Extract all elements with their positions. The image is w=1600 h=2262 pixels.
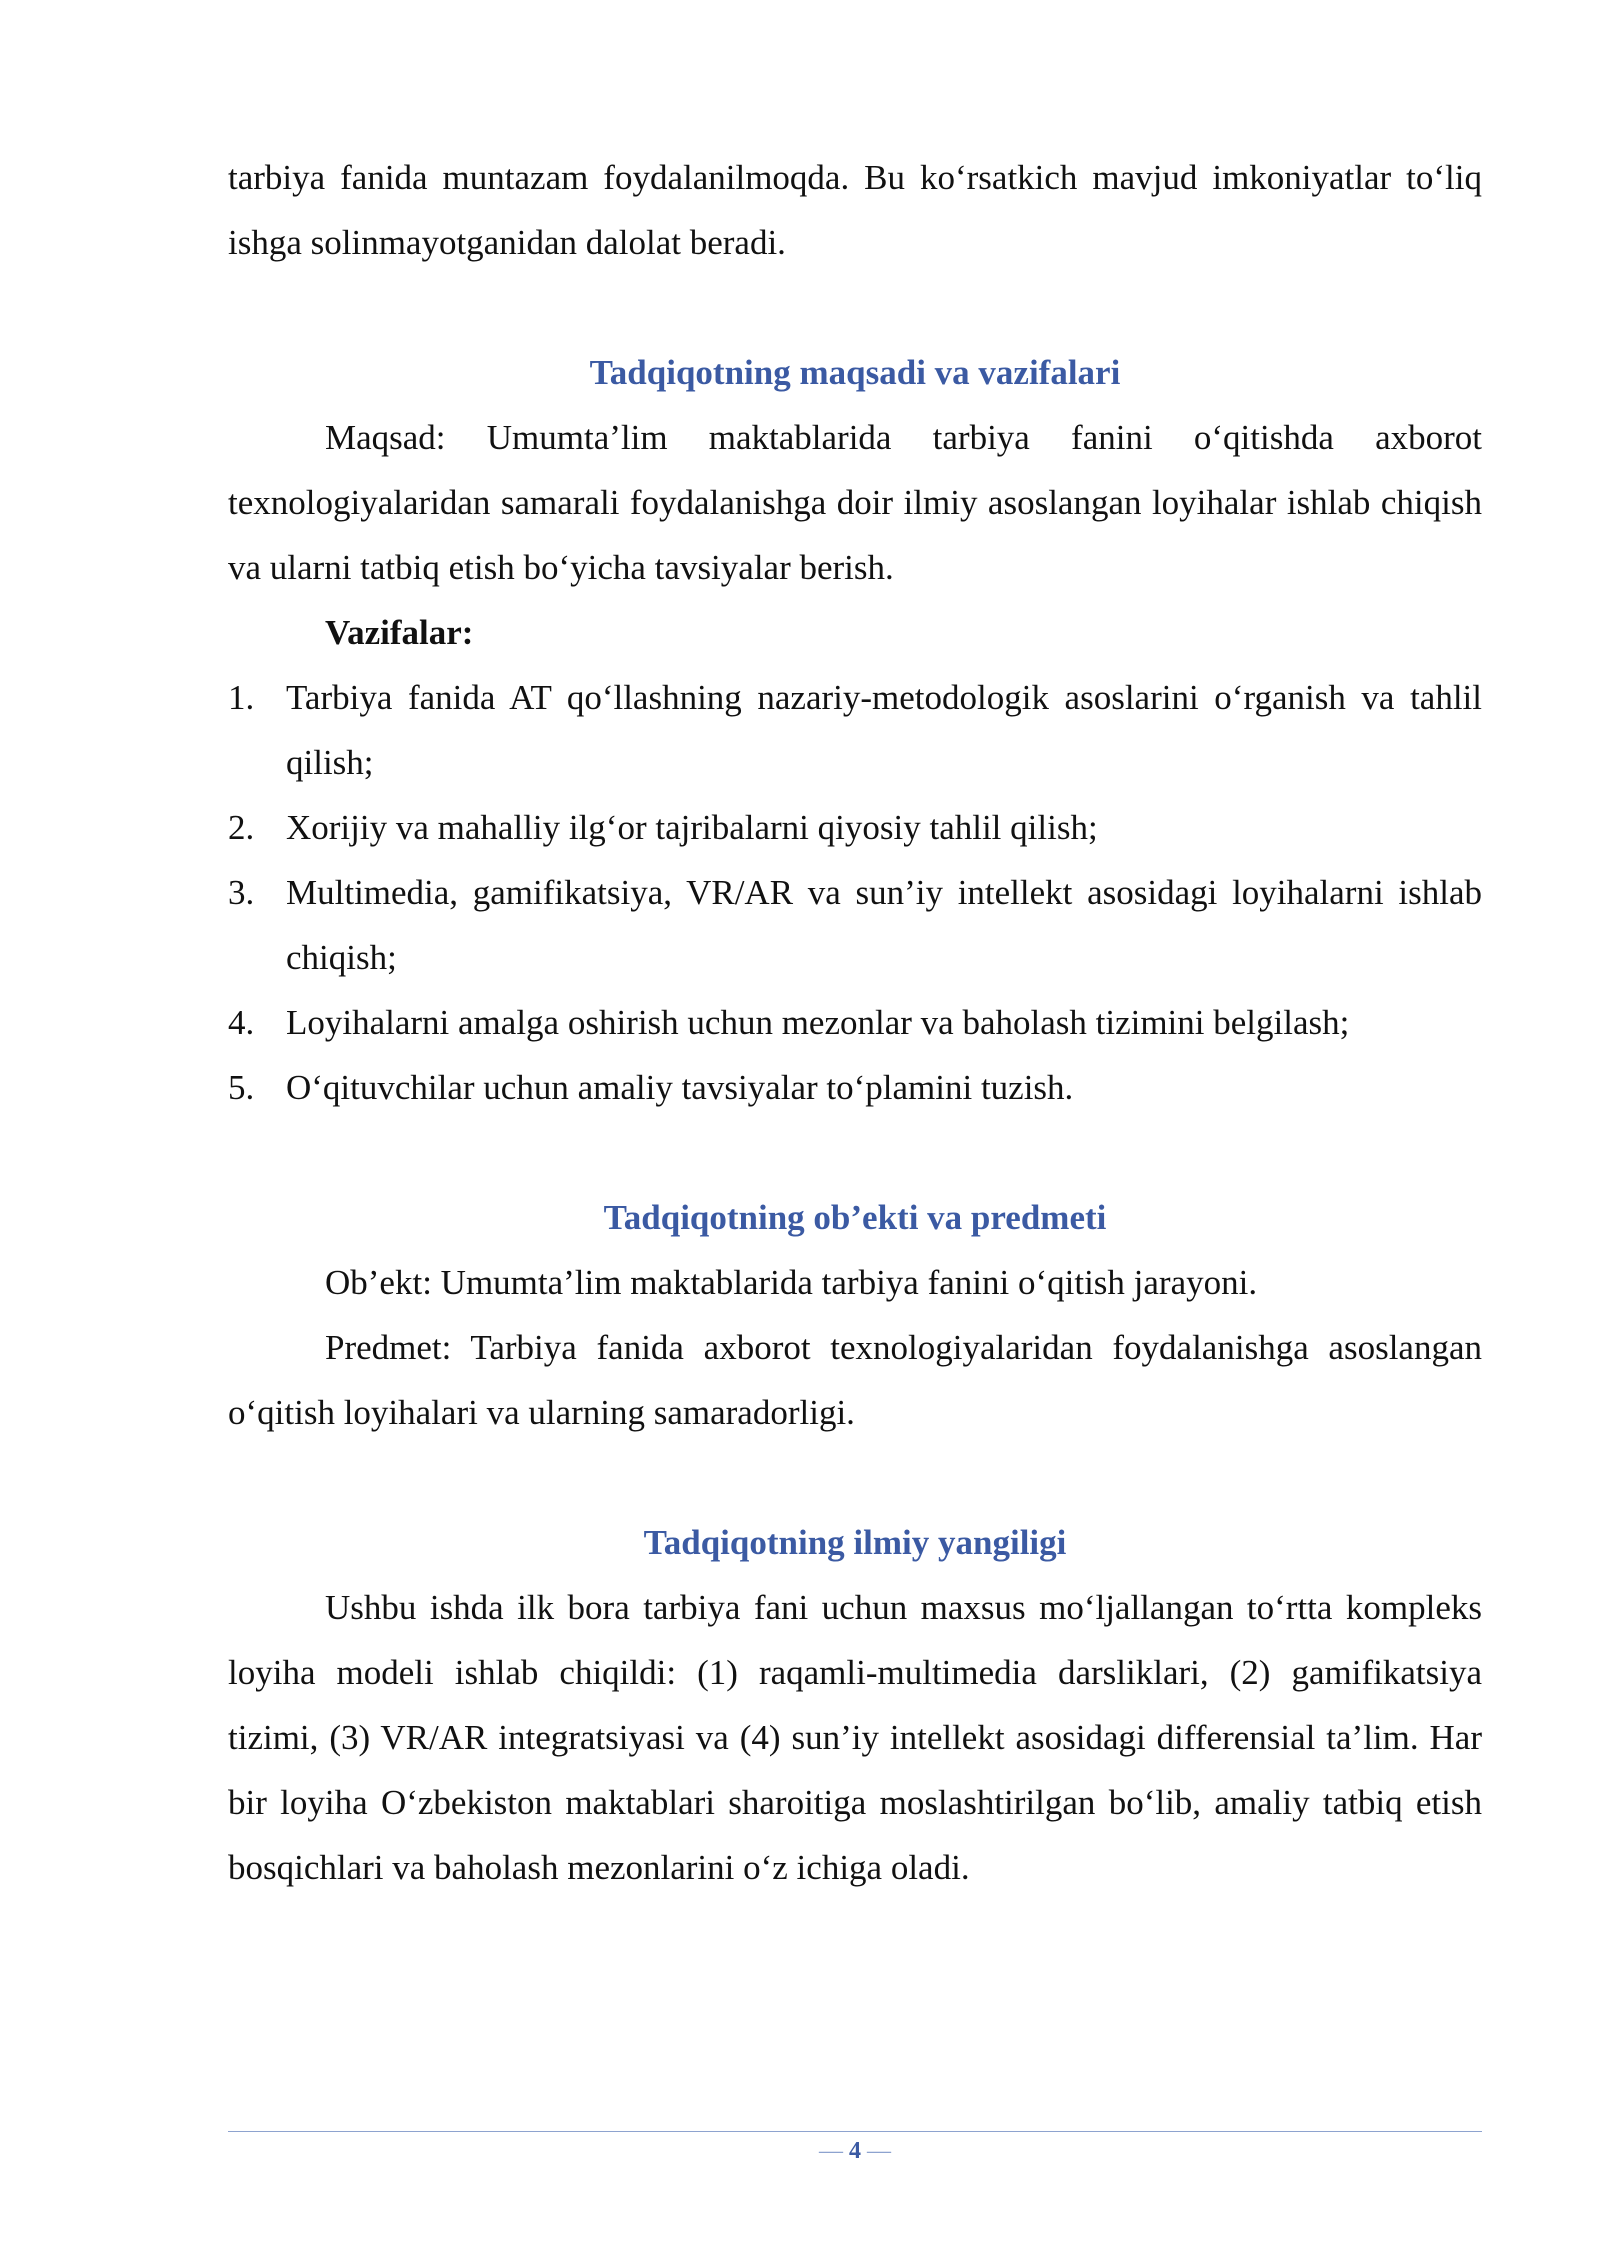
list-item-text: Multimedia, gamifikatsiya, VR/AR va sun’iy intellekt asosidagi loyihalarni ishlab chiqish; [286,873,1482,977]
list-item-number: 2. [228,808,255,847]
novelty-heading: Tadqiqotning ilmiy yangiligi [643,1523,1067,1562]
list-item-number: 5. [228,1068,255,1107]
list-item-number: 1. [228,678,255,717]
list-item [228,665,1482,795]
page-number-dash-right: — [867,2138,891,2164]
section-spacer [228,275,1482,340]
list-item-text: Xorijiy va mahalliy ilg‘or tajribalarni qiyosiy tahlil qilish; [286,808,1098,847]
object-paragraph: Ob’ekt: Umumta’lim maktablarida tarbiya fanini o‘qitish jarayoni. [325,1263,1258,1302]
tasks-list [228,665,1482,1120]
list-item [228,860,1482,990]
page-number [228,2138,1482,2165]
list-item [228,990,1482,1055]
footer-rule [228,2131,1482,2132]
page-number-value: 4 [849,2138,861,2164]
list-item-text: O‘qituvchilar uchun amaliy tavsiyalar to‘plamini tuzish. [286,1068,1074,1107]
list-item-number: 3. [228,873,255,912]
tasks-label: Vazifalar: [325,613,474,652]
list-item-number: 4. [228,1003,255,1042]
section-spacer [228,1120,1482,1185]
list-item [228,795,1482,860]
novelty-paragraph: Ushbu ishda ilk bora tarbiya fani uchun maxsus mo‘ljallangan to‘rtta kompleks loyiha modeli ishlab chiqildi: (1) raqamli-multimedia darsliklari, (2) gamifikatsiya tizimi, (3) VR/AR integratsiyasi va (4) sun’iy intellekt asosidagi differensial ta’lim. Har bir loyiha O‘zbekiston maktablari sharoitiga moslashtirilgan bo‘lib, amaliy tatbiq etish bosqichlari va baholash mezonlarini o‘z ichiga oladi. [228,1588,1482,1887]
intro-paragraph: tarbiya fanida muntazam foydalanilmoqda. Bu ko‘rsatkich mavjud imkoniyatlar to‘liq ishga solinmayotganidan dalolat beradi. [228,158,1482,262]
list-item-text: Tarbiya fanida AT qo‘llashning nazariy-metodologik asoslarini o‘rganish va tahlil qilish; [286,678,1482,782]
goal-paragraph: Maqsad: Umumta’lim maktablarida tarbiya fanini o‘qitishda axborot texnologiyalaridan samarali foydalanishga doir ilmiy asoslangan loyihalar ishlab chiqish va ularni tatbiq etish bo‘yicha tavsiyalar berish. [228,418,1482,587]
goals-heading: Tadqiqotning maqsadi va vazifalari [589,353,1121,392]
list-item-text: Loyihalarni amalga oshirish uchun mezonlar va baholash tizimini belgilash; [286,1003,1350,1042]
object-heading: Tadqiqotning ob’ekti va predmeti [603,1198,1107,1237]
subject-paragraph: Predmet: Tarbiya fanida axborot texnologiyalaridan foydalanishga asoslangan o‘qitish loyihalari va ularning samaradorligi. [228,1328,1482,1432]
section-spacer [228,1445,1482,1510]
page-number-dash-left: — [819,2138,843,2164]
document-page [228,145,1482,1900]
list-item [228,1055,1482,1120]
